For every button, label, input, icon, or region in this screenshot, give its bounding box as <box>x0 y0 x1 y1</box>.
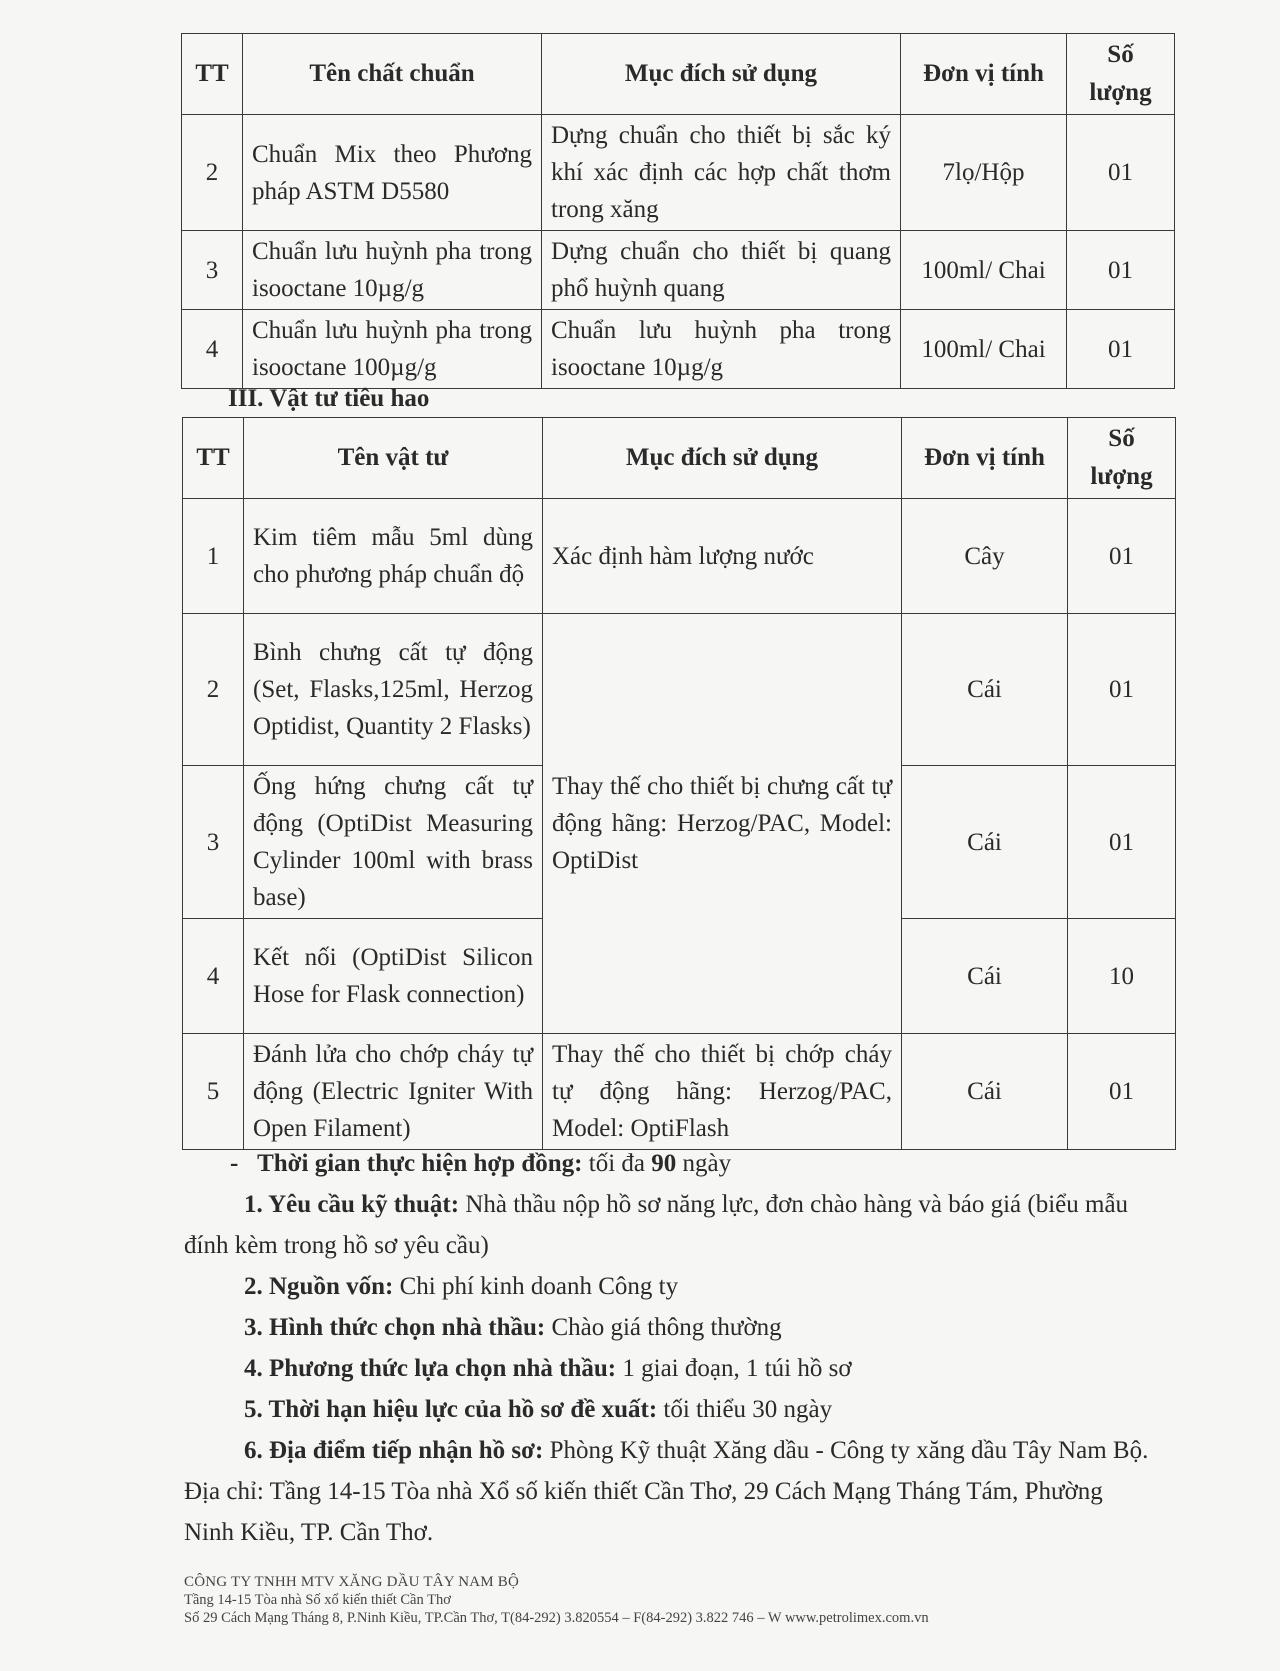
cell-qty: 10 <box>1068 919 1176 1034</box>
cell-qty: 01 <box>1068 766 1176 919</box>
cell-purpose: Dựng chuẩn cho thiết bị sắc ký khí xác định các hợp chất thơm trong xăng <box>542 115 901 231</box>
cell-tt: 2 <box>183 614 244 766</box>
table-row <box>183 614 1176 766</box>
cell-unit: Cây <box>902 499 1068 614</box>
cell-purpose: Xác định hàm lượng nước <box>543 499 902 614</box>
table-row <box>182 231 1175 310</box>
item-text: Phòng Kỹ thuật Xăng dầu - Công ty xăng dầu Tây Nam Bộ. Địa chỉ: Tầng 14-15 Tòa nhà Xổ số kiến thiết Cần Thơ, 29 Cách Mạng Tháng Tám, Phường Ninh Kiều, TP. Cần Thơ. <box>184 1437 1149 1546</box>
cell-name: Ống hứng chưng cất tự động (OptiDist Measuring Cylinder 100ml with brass base) <box>244 766 543 919</box>
cell-qty: 01 <box>1067 310 1175 389</box>
col-header-purpose: Mục đích sử dụng <box>542 34 901 115</box>
col-header-name: Tên chất chuẩn <box>243 34 542 115</box>
footer-address-2: Số 29 Cách Mạng Tháng 8, P.Ninh Kiều, TP.Cần Thơ, T(84-292) 3.820554 – F(84-292) 3.822 746 – W www.petrolimex.com.vn <box>184 1610 929 1626</box>
cell-unit: 7lọ/Hộp <box>901 115 1067 231</box>
contract-time-days: 90 <box>651 1150 677 1177</box>
item-submission-location <box>184 1430 1156 1553</box>
item-text: Chi phí kinh doanh Công ty <box>393 1273 679 1300</box>
col-header-name: Tên vật tư <box>244 418 543 499</box>
item-label: 6. Địa điểm tiếp nhận hồ sơ: <box>244 1437 544 1464</box>
cell-tt: 4 <box>182 310 243 389</box>
requirements-section <box>184 1143 1156 1553</box>
contract-time-suffix: ngày <box>676 1150 732 1177</box>
table-row <box>182 115 1175 231</box>
item-text: Nhà thầu nộp hồ sơ năng lực, đơn chào hàng và báo giá (biểu mẫu đính kèm trong hồ sơ yêu cầu) <box>184 1191 1129 1259</box>
cell-name: Kết nối (OptiDist Silicon Hose for Flask connection) <box>244 919 543 1034</box>
cell-name: Chuẩn lưu huỳnh pha trong isooctane 100µg/g <box>243 310 542 389</box>
cell-unit: Cái <box>902 1034 1068 1150</box>
item-funding <box>184 1266 1156 1307</box>
standards-table <box>181 33 1175 389</box>
cell-name: Kim tiêm mẫu 5ml dùng cho phương pháp chuẩn độ <box>244 499 543 614</box>
item-label: 1. Yêu cầu kỹ thuật: <box>244 1191 460 1218</box>
footer-address-1: Tầng 14-15 Tòa nhà Số xổ kiến thiết Cần Thơ <box>184 1592 451 1608</box>
cell-tt: 1 <box>183 499 244 614</box>
col-header-unit: Đơn vị tính <box>902 418 1068 499</box>
cell-unit: 100ml/ Chai <box>901 310 1067 389</box>
item-label: 5. Thời hạn hiệu lực của hồ sơ đề xuất: <box>244 1396 658 1423</box>
cell-tt: 3 <box>182 231 243 310</box>
col-header-unit: Đơn vị tính <box>901 34 1067 115</box>
cell-purpose: Chuẩn lưu huỳnh pha trong isooctane 10µg/g <box>542 310 901 389</box>
cell-unit: Cái <box>902 614 1068 766</box>
contract-time-prefix: tối đa <box>582 1150 652 1177</box>
item-text: tối thiểu 30 ngày <box>657 1396 833 1423</box>
col-header-qty: Số lượng <box>1068 418 1176 499</box>
col-header-purpose: Mục đích sử dụng <box>543 418 902 499</box>
cell-tt: 2 <box>182 115 243 231</box>
section-heading: III. Vật tư tiêu hao <box>228 385 430 412</box>
item-label: 4. Phương thức lựa chọn nhà thầu: <box>244 1355 617 1382</box>
item-text: 1 giai đoạn, 1 túi hồ sơ <box>616 1355 852 1382</box>
cell-name: Chuẩn Mix theo Phương pháp ASTM D5580 <box>243 115 542 231</box>
cell-name: Bình chưng cất tự động (Set, Flasks,125ml, Herzog Optidist, Quantity 2 Flasks) <box>244 614 543 766</box>
cell-qty: 01 <box>1068 1034 1176 1150</box>
consumables-table <box>182 417 1176 1150</box>
table-row <box>183 1034 1176 1150</box>
col-header-tt: TT <box>183 418 244 499</box>
cell-qty: 01 <box>1068 614 1176 766</box>
cell-unit: Cái <box>902 919 1068 1034</box>
item-label: 3. Hình thức chọn nhà thầu: <box>244 1314 546 1341</box>
item-validity <box>184 1389 1156 1430</box>
cell-unit: 100ml/ Chai <box>901 231 1067 310</box>
item-technical-requirements <box>184 1184 1156 1266</box>
item-text: Chào giá thông thường <box>545 1314 782 1341</box>
contract-time-label: Thời gian thực hiện hợp đồng: <box>257 1150 583 1177</box>
footer-company: CÔNG TY TNHH MTV XĂNG DẦU TÂY NAM BỘ <box>184 1574 519 1590</box>
cell-name: Đánh lửa cho chớp cháy tự động (Electric Igniter With Open Filament) <box>244 1034 543 1150</box>
letterhead-footer <box>184 1573 929 1627</box>
dash-bullet: - <box>230 1150 239 1177</box>
cell-qty: 01 <box>1068 499 1176 614</box>
cell-name: Chuẩn lưu huỳnh pha trong isooctane 10µg/g <box>243 231 542 310</box>
table-header-row <box>182 34 1175 115</box>
cell-unit: Cái <box>902 766 1068 919</box>
cell-purpose: Dựng chuẩn cho thiết bị quang phổ huỳnh quang <box>542 231 901 310</box>
cell-tt: 5 <box>183 1034 244 1150</box>
item-selection-method <box>184 1348 1156 1389</box>
table-header-row <box>183 418 1176 499</box>
item-selection-form <box>184 1307 1156 1348</box>
col-header-tt: TT <box>182 34 243 115</box>
cell-purpose: Thay thế cho thiết bị chớp cháy tự động hãng: Herzog/PAC, Model: OptiFlash <box>543 1034 902 1150</box>
cell-tt: 4 <box>183 919 244 1034</box>
col-header-qty: Số lượng <box>1067 34 1175 115</box>
cell-purpose-merged: Thay thế cho thiết bị chưng cất tự động hãng: Herzog/PAC, Model: OptiDist <box>543 614 902 1034</box>
cell-tt: 3 <box>183 766 244 919</box>
table-row <box>183 499 1176 614</box>
cell-qty: 01 <box>1067 231 1175 310</box>
contract-time-line <box>184 1143 1156 1184</box>
cell-qty: 01 <box>1067 115 1175 231</box>
table-row <box>182 310 1175 389</box>
item-label: 2. Nguồn vốn: <box>244 1273 394 1300</box>
